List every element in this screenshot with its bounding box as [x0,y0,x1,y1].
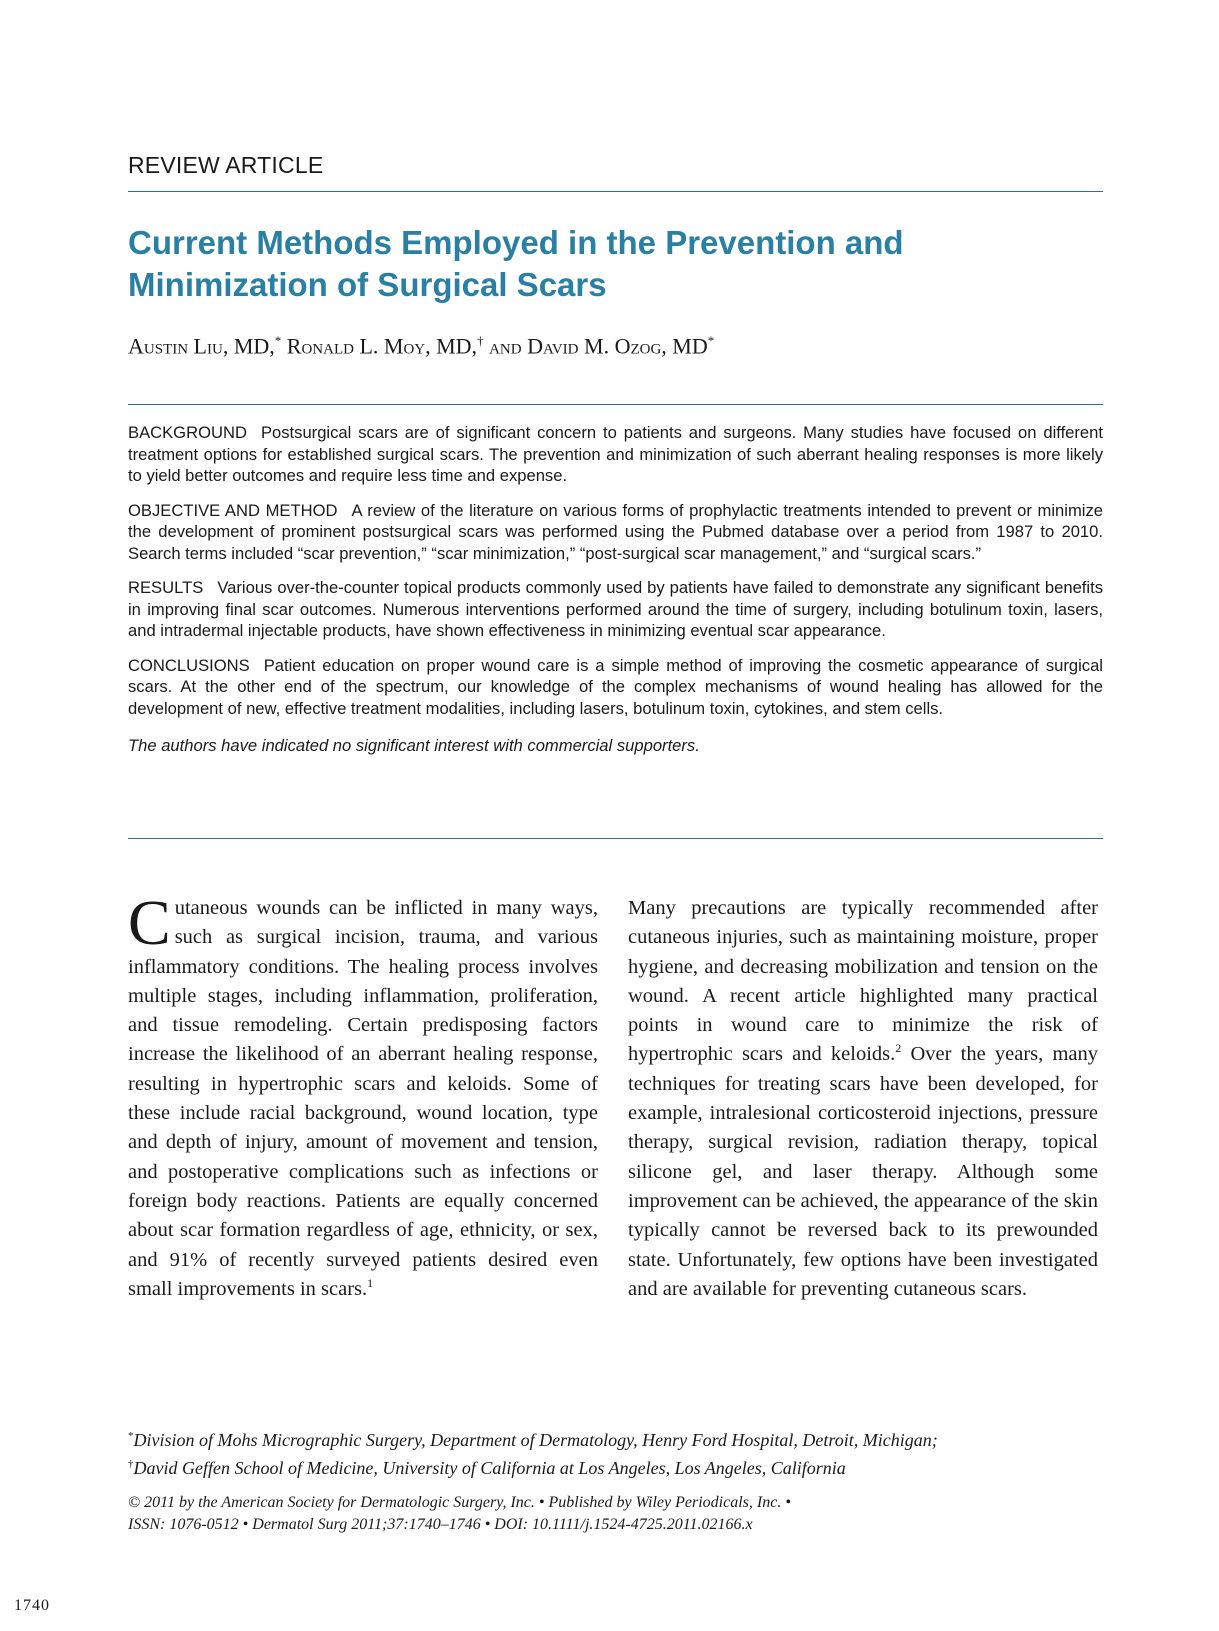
page-number: 1740 [14,1597,50,1614]
abstract-heading: CONCLUSIONS [128,655,250,675]
abstract-heading: RESULTS [128,578,204,597]
abstract-text: Postsurgical scars are of significant concern to patients and surgeons. Many studies have focused on different treatment options for established surgical scars. The prevention and minimization of such aberrant healing responses is more likely to yield better outcomes and require less time and expense. [128,423,1103,485]
reference-marker[interactable]: 1 [367,1276,374,1291]
title-line-1: Current Methods Employed in the Prevention and [128,224,904,261]
abstract-text: Various over-the-counter topical products commonly used by patients have failed to demonstrate any significant benefits in improving final scar outcomes. Numerous interventions performed around the time of surgery, including botulinum toxin, lasers, and intradermal injectable products, have shown effectiveness in minimizing eventual scar appearance. [128,578,1103,640]
body-column-left [128,887,598,1304]
top-divider [128,191,1103,192]
affiliations [128,1424,1103,1480]
drop-cap: C [128,887,171,958]
affiliation-text: Division of Mohs Micrographic Surgery, Department of Dermatology, Henry Ford Hospital, Detroit, Michigan; [133,1430,938,1450]
abstract-bottom-divider [128,838,1103,839]
reference-marker[interactable]: 2 [895,1041,902,1056]
author-list [128,333,1028,359]
abstract [128,422,1103,770]
paragraph-text: Over the years, many techniques for treating scars have been developed, for example, intralesional corticosteroid injections, pressure therapy, surgical revision, radiation therapy, topical silicone gel, and laser therapy. Although some improvement can be achieved, the appearance of the skin typically cannot be reversed back to its prewounded state. Unfortunately, few options have been investigated and are available for preventing cutaneous scars. [628,1043,1098,1300]
body-paragraph [628,894,1098,1304]
title-line-2: Minimization of Surgical Scars [128,266,607,303]
affiliation-mark: * [128,1430,134,1442]
abstract-top-divider [128,404,1103,405]
affiliation-line [128,1424,1103,1452]
abstract-objective [128,500,1103,565]
author-name: Austin Liu, MD, [128,333,275,359]
affiliation-mark: † [477,333,484,348]
body-paragraph [128,887,598,1304]
citation-line: ISSN: 1076-0512 • Dermatol Surg 2011;37:1740–1746 • DOI: 10.1111/j.1524-4725.2011.02166.x [128,1516,753,1533]
abstract-text: A review of the literature on various forms of prophylactic treatments intended to prevent or minimize the development of prominent postsurgical scars was performed using the Pubmed database over a period from 1987 to 2010. Search terms included “scar prevention,” “scar minimization,” “post-surgical scar management,” and “surgical scars.” [128,500,1103,563]
article-title [128,222,1028,306]
author-name: David M. Ozog, MD [527,333,708,359]
affiliation-line [128,1452,1103,1480]
section-label: REVIEW ARTICLE [128,152,324,178]
conflict-disclosure: The authors have indicated no significant interest with commercial supporters. [128,736,700,755]
copyright-notice [128,1492,1103,1536]
abstract-heading: OBJECTIVE AND METHOD [128,500,338,520]
author-name: Ronald L. Moy, MD, [286,333,478,359]
copyright-line: © 2011 by the American Society for Dermatologic Surgery, Inc. • Published by Wiley Periodicals, Inc. • [128,1494,791,1511]
affiliation-mark: † [128,1458,134,1470]
paragraph-text: Many precautions are typically recommended after cutaneous injuries, such as maintaining moisture, proper hygiene, and decreasing mobilization and tension on the wound. A recent article highlighted many practical points in wound care to minimize the risk of hypertrophic scars and keloids. [628,897,1098,1066]
body-column-right [628,894,1098,1304]
affiliation-mark: * [707,333,715,348]
author-conjunction: and [489,333,522,359]
paragraph-text: utaneous wounds can be inflicted in many ways, such as surgical incision, trauma, and various inflammatory conditions. The healing process involves multiple stages, including inflammation, proliferation, and tissue remodeling. Certain predisposing factors increase the likelihood of an aberrant healing response, resulting in hypertrophic scars and keloids. Some of these include racial background, wound location, type and depth of injury, amount of movement and tension, and postoperative complications such as infections or foreign body reactions. Patients are equally concerned about scar formation regardless of age, ethnicity, or sex, and 91% of recently surveyed patients desired even small improvements in scars. [128,897,598,1300]
abstract-heading: BACKGROUND [128,423,247,442]
affiliation-mark: * [274,333,282,348]
abstract-text: Patient education on proper wound care is a simple method of improving the cosmetic appearance of surgical scars. At the other end of the spectrum, our knowledge of the complex mechanisms of wound healing has allowed for the development of new, effective treatment modalities, including lasers, botulinum toxin, cytokines, and stem cells. [128,655,1103,718]
abstract-background [128,422,1103,487]
affiliation-text: David Geffen School of Medicine, University of California at Los Angeles, Los Angeles, California [133,1458,846,1478]
abstract-results [128,577,1103,642]
abstract-conclusions [128,655,1103,720]
